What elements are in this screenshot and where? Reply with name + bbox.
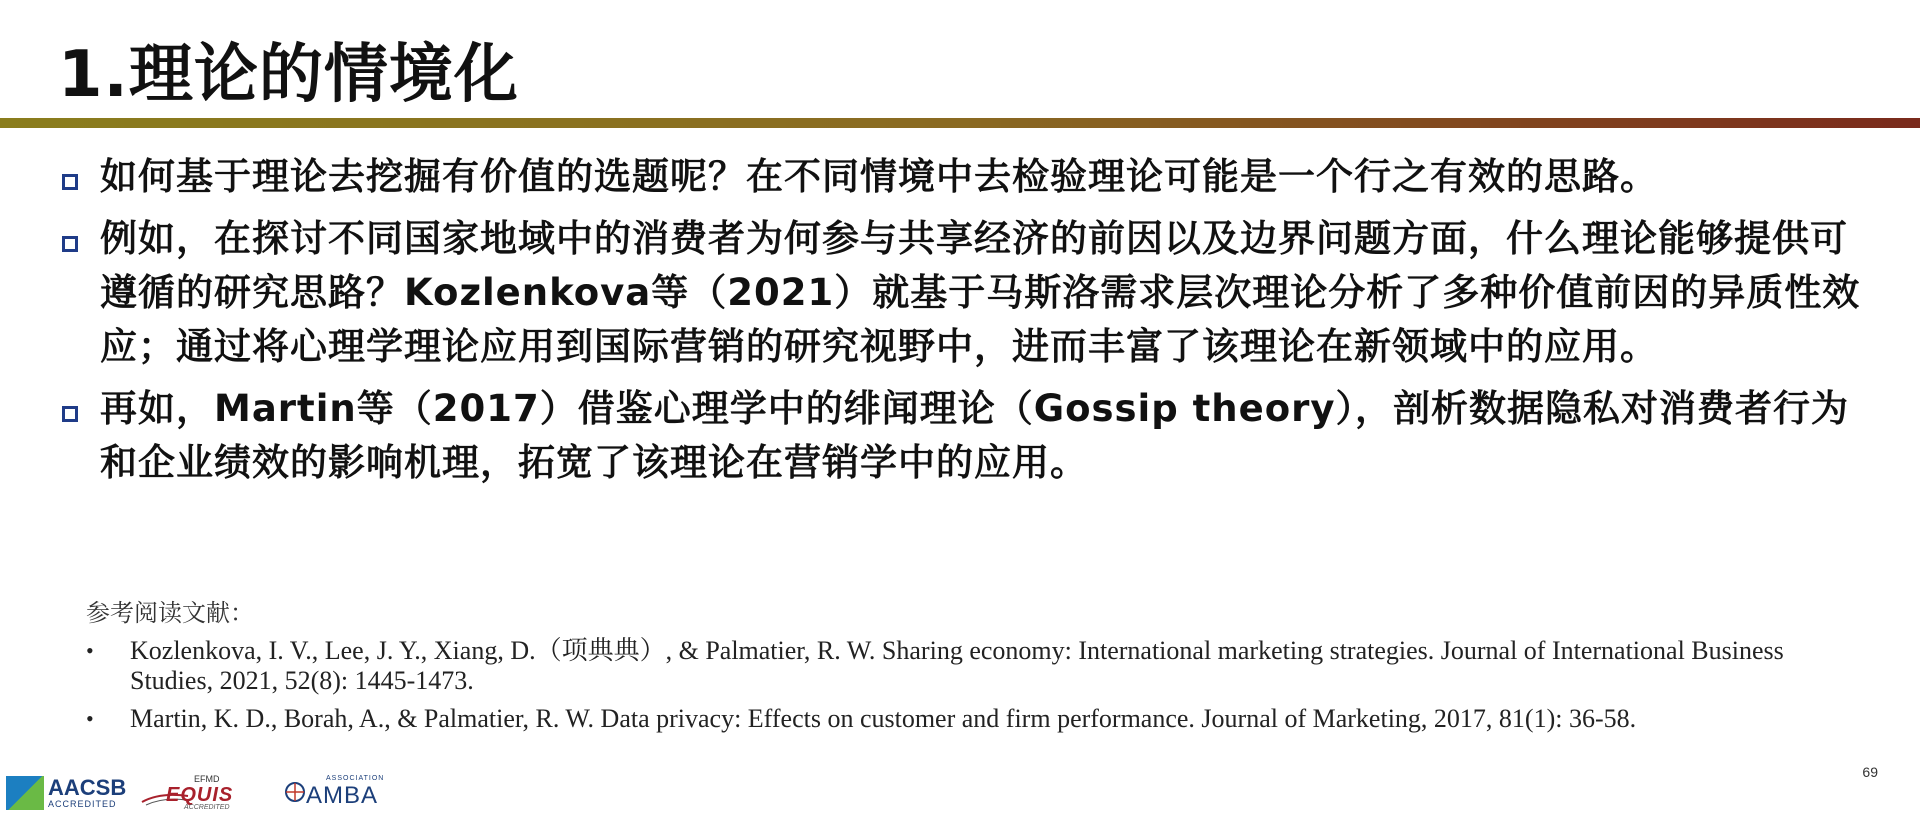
bullet-item xyxy=(62,150,1872,204)
square-bullet-icon xyxy=(62,406,78,422)
amba-globe-icon xyxy=(284,781,306,803)
page-number: 69 xyxy=(1862,764,1878,780)
bullet-list xyxy=(62,150,1872,498)
equis-name: EQUIS xyxy=(166,784,234,806)
dot-bullet-icon: • xyxy=(86,638,94,663)
aacsb-name: AACSB xyxy=(48,774,127,800)
equis-sub: ACCREDITED xyxy=(184,804,230,811)
bullet-item xyxy=(62,212,1872,374)
dot-bullet-icon: • xyxy=(86,706,94,731)
title-divider xyxy=(0,118,1920,128)
equis-efmd: EFMD xyxy=(194,774,220,784)
aacsb-sub: ACCREDITED xyxy=(48,798,117,809)
amba-assoc: ASSOCIATION xyxy=(326,775,385,782)
aacsb-logo xyxy=(6,776,126,810)
amba-name: AMBA xyxy=(306,782,379,809)
slide-title: 1.理论的情境化 xyxy=(58,38,519,112)
bullet-text: 例如，在探讨不同国家地域中的消费者为何参与共享经济的前因以及边界问题方面，什么理论能够提供可遵循的研究思路？Kozlenkova等（2021）就基于马斯洛需求层次理论分析了多种价值前因的异质性效应；通过将心理学理论应用到国际营销的研究视野中，进而丰富了该理论在新领域中的应用。 xyxy=(100,217,1861,368)
accreditation-logos xyxy=(0,770,420,816)
bullet-text: 再如，Martin等（2017）借鉴心理学中的绯闻理论（Gossip theory），剖析数据隐私对消费者行为和企业绩效的影响机理，拓宽了该理论在营销学中的应用。 xyxy=(100,387,1850,484)
equis-logo xyxy=(140,774,260,814)
references-heading: 参考阅读文献： xyxy=(86,601,254,627)
reference-item xyxy=(86,636,1806,696)
reference-item xyxy=(86,704,1806,734)
reference-text: Kozlenkova, I. V., Lee, J. Y., Xiang, D.（项典典）, & Palmatier, R. W. Sharing economy: International marketing strategies. Journal of International Business Studies, 2021, 52(8): 1445-1473. xyxy=(130,636,1784,695)
amba-logo xyxy=(284,774,384,809)
reference-text: Martin, K. D., Borah, A., & Palmatier, R. W. Data privacy: Effects on customer and firm performance. Journal of Marketing, 2017, 81(1): 36-58. xyxy=(130,704,1637,733)
square-bullet-icon xyxy=(62,174,78,190)
references-section xyxy=(86,598,1806,742)
aacsb-mark-icon xyxy=(6,776,44,810)
bullet-text: 如何基于理论去挖掘有价值的选题呢？在不同情境中去检验理论可能是一个行之有效的思路。 xyxy=(100,155,1658,198)
bullet-item xyxy=(62,382,1872,490)
square-bullet-icon xyxy=(62,236,78,252)
